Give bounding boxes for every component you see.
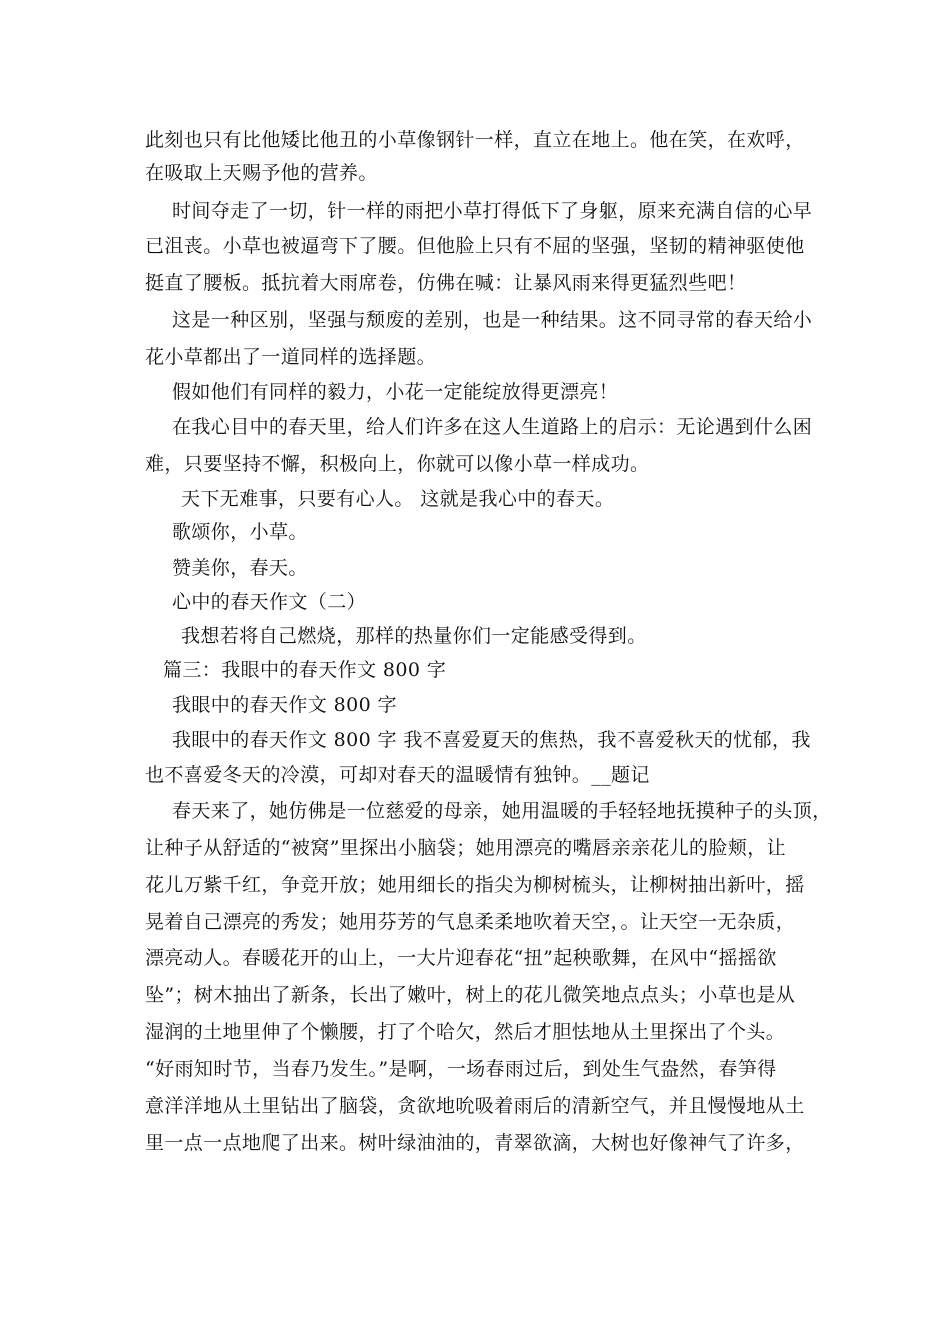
text-line: 意洋洋地从土里钻出了脑袋，贪欲地吮吸着雨后的清新空气，并且慢慢地从土 [145, 1095, 805, 1117]
paragraph-start-line: 赞美你，春天。 [172, 557, 308, 579]
paragraph-start-line: 这是一种区别，坚强与颓废的差别，也是一种结果。这不同寻常的春天给小 [172, 309, 813, 331]
paragraph-start-line: 春天来了，她仿佛是一位慈爱的母亲，她用温暖的手轻轻地抚摸种子的头顶， [172, 800, 832, 822]
text-line: 湿润的土地里伸了个懒腰，打了个哈欠，然后才胆怯地从土里探出了个头。 [145, 1021, 786, 1043]
paragraph-start-line: 我眼中的春天作文 800 字 我不喜爱夏天的焦热，我不喜爱秋天的忧郁，我 [172, 729, 811, 751]
paragraph-start-line: 时间夺走了一切，针一样的雨把小草打得低下了身躯，原来充满自信的心早 [172, 200, 813, 222]
text-line: 花小草都出了一道同样的选择题。 [145, 346, 437, 368]
text-line: 里一点一点地爬了出来。树叶绿油油的，青翠欲滴，大树也好像神气了许多， [145, 1132, 805, 1154]
text-line: 也不喜爱冬天的冷漠，可却对春天的温暖情有独钟。__题记 [145, 764, 650, 786]
article-title: 我眼中的春天作文 800 字 [172, 694, 397, 716]
text-line: 在吸取上天赐予他的营养。 [145, 162, 378, 184]
text-line: 挺直了腰板。抵抗着大雨席卷，仿佛在喊：让暴风雨来得更猛烈些吧！ [145, 272, 747, 294]
section-heading: 篇三：我眼中的春天作文 800 字 [163, 659, 447, 681]
text-line: 让种子从舒适的“被窝”里探出小脑袋；她用漂亮的嘴唇亲亲花儿的脸颊，让 [145, 837, 787, 859]
paragraph-start-line: 歌颂你，小草。 [172, 521, 308, 543]
text-line: 花儿万紫千红，争竞开放；她用细长的指尖为柳树梳头，让柳树抽出新叶，摇 [145, 874, 805, 896]
paragraph-start-line: 在我心目中的春天里，给人们许多在这人生道路上的启示：无论遇到什么困 [172, 416, 813, 438]
text-line: 坠”；树木抽出了新条，长出了嫩叶，树上的花儿微笑地点点头；小草也是从 [145, 984, 796, 1006]
paragraph-start-line: 天下无难事，只要有心人。 这就是我心中的春天。 [181, 488, 615, 510]
text-line: 已沮丧。小草也被逼弯下了腰。但他脸上只有不屈的坚强，坚韧的精神驱使他 [145, 235, 805, 257]
section-heading: 心中的春天作文（二） [172, 591, 367, 613]
text-line: 晃着自己漂亮的秀发；她用芬芳的气息柔柔地吹着天空，。让天空一无杂质， [145, 911, 796, 933]
paragraph-start-line: 我想若将自己燃烧，那样的热量你们一定能感受得到。 [181, 625, 647, 647]
text-line: “好雨知时节，当春乃发生。”是啊，一场春雨过后，到处生气盎然，春笋得 [145, 1058, 777, 1080]
text-line: 漂亮动人。春暖花开的山上，一大片迎春花“扭”起秧歌舞，在风中“摇摇欲 [145, 947, 777, 969]
text-line: 此刻也只有比他矮比他丑的小草像钢针一样，直立在地上。他在笑，在欢呼， [145, 129, 805, 151]
text-line: 难，只要坚持不懈，积极向上，你就可以像小草一样成功。 [145, 453, 650, 475]
paragraph-start-line: 假如他们有同样的毅力，小花一定能绽放得更漂亮！ [172, 381, 619, 403]
